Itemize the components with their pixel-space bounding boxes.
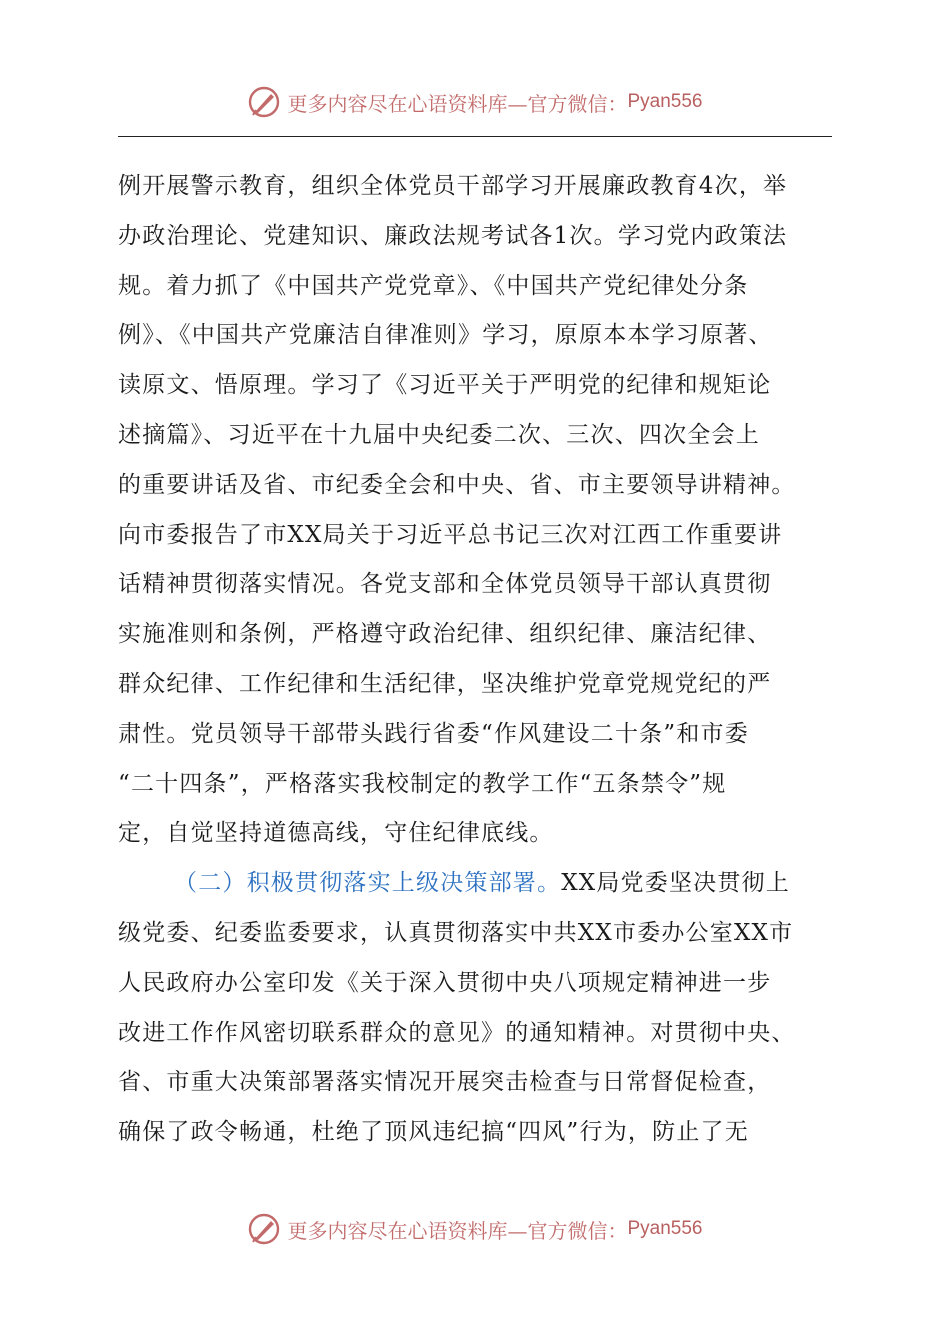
body-line: 定，自觉坚持道德高线，守住纪律底线。 (118, 820, 554, 847)
body-line: “二十四条”，严格落实我校制定的教学工作“五条禁令”规 (118, 770, 727, 797)
body-line: 级党委、纪委监委要求，认真贯彻落实中共XX市委办公室XX市 (118, 919, 794, 946)
section-2-heading: （二）积极贯彻落实上级决策部署。 (174, 870, 562, 897)
body-line: 规。着力抓了《中国共产党党章》、《中国共产党纪律处分条 (118, 272, 749, 299)
section-2-first-rest: XX局党委坚决贯彻上 (561, 870, 790, 897)
quill-logo-icon (247, 85, 281, 119)
footer-watermark (0, 1212, 950, 1246)
body-line: 办政治理论、党建知识、廉政法规考试各1次。学习党内政策法 (118, 222, 788, 249)
body-line: 例》、《中国共产党廉洁自律准则》学习，原原本本学习原著、 (118, 322, 773, 349)
footer-watermark-text: 更多内容尽在心语资料库—官方微信： (287, 1218, 628, 1243)
body-line: 述摘篇》、习近平在十九届中央纪委二次、三次、四次全会上 (118, 421, 760, 448)
body-line: 人民政府办公室印发《关于深入贯彻中央八项规定精神进一步 (118, 969, 772, 996)
body-line: 例开展警示教育，组织全体党员干部学习开展廉政教育4次，举 (118, 173, 788, 199)
header-divider (118, 136, 832, 137)
header-watermark-text: 更多内容尽在心语资料库—官方微信： (287, 91, 628, 116)
body-line: 肃性。党员领导干部带头践行省委“作风建设二十条”和市委 (118, 720, 749, 747)
body-line: 省、市重大决策部署落实情况开展突击检查与日常督促检查， (118, 1069, 772, 1096)
header-watermark (0, 85, 950, 119)
header-watermark-id: Pyan556 (627, 91, 703, 112)
section-2-first-line (118, 859, 838, 909)
body-line: 改进工作作风密切联系群众的意见》的通知精神。对贯彻中央、 (118, 1019, 796, 1046)
body-line: 向市委报告了市XX局关于习近平总书记三次对江西工作重要讲 (118, 521, 783, 548)
body-line: 确保了政令畅通，杜绝了顶风违纪搞“四风”行为，防止了无 (118, 1119, 749, 1146)
footer-watermark-id: Pyan556 (627, 1218, 703, 1239)
body-line: 的重要讲话及省、市纪委全会和中央、省、市主要领导讲精神。 (118, 471, 796, 498)
document-body (118, 162, 838, 1158)
body-line: 读原文、悟原理。学习了《习近平关于严明党的纪律和规矩论 (118, 372, 772, 399)
quill-logo-icon (247, 1212, 281, 1246)
body-line: 实施准则和条例，严格遵守政治纪律、组织纪律、廉洁纪律、 (118, 621, 772, 648)
body-line: 群众纪律、工作纪律和生活纪律，坚决维护党章党规党纪的严 (118, 670, 772, 697)
body-line: 话精神贯彻落实情况。各党支部和全体党员领导干部认真贯彻 (118, 571, 772, 598)
